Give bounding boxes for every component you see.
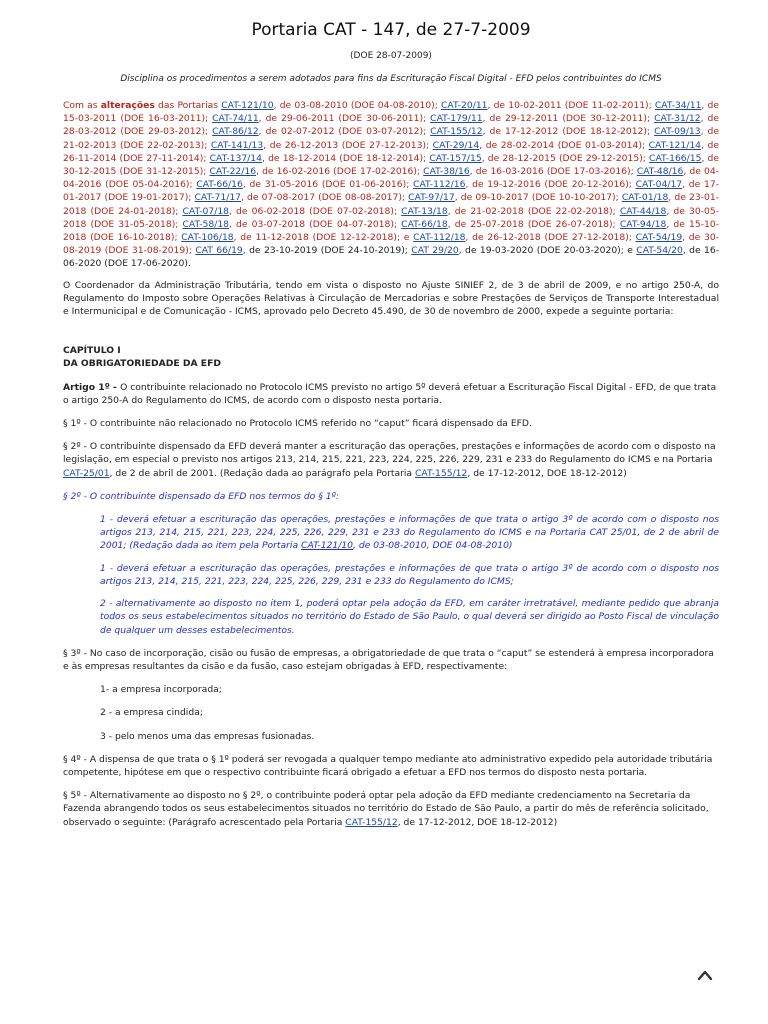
amendment-link[interactable]: CAT-66/16 bbox=[196, 179, 243, 191]
paragraph-2-old-item-2: 2 - alternativamente ao disposto no item 1, poderá optar pela adoção da EFD, em caráter irretratável, mediante pedido que abranja todos os seus estabelecimentos situados no território do Estado de São Paulo, o qual deverá ser dirigido ao Posto Fiscal de vinculação de qualquer um desses estabelecimentos. bbox=[100, 598, 719, 636]
amendment-link[interactable]: CAT-54/19 bbox=[635, 232, 683, 244]
amendment-date: , de 18-12-2014 (DOE 18-12-2014); bbox=[262, 152, 430, 164]
amendment-date: , de 23-10-2019 (DOE 24-10-2019); bbox=[242, 245, 412, 257]
amendment-link[interactable]: CAT-97/17 bbox=[408, 192, 455, 204]
amendment-date: , de 21-02-2018 (DOE 22-02-2018); bbox=[447, 205, 620, 217]
amendment-date: , de 09-10-2017 (DOE 10-10-2017); bbox=[454, 192, 622, 204]
amendment-date: , de 16-06-2020 (DOE 17-06-2020). bbox=[63, 245, 720, 270]
document-body bbox=[63, 0, 719, 829]
amendment-date: , de 25-07-2018 (DOE 26-07-2018); bbox=[447, 218, 620, 230]
chapter-number: CAPÍTULO I bbox=[63, 345, 121, 357]
paragraph-1: § 1º - O contribuinte não relacionado no Protocolo ICMS referido no “caput” ficará dispensado da EFD. bbox=[63, 418, 532, 430]
amendments-after-bold: das Portarias bbox=[154, 100, 222, 111]
amendment-date: , de 03-07-2018 (DOE 04-07-2018); bbox=[229, 218, 402, 230]
link-cat-25-01[interactable]: CAT-25/01 bbox=[63, 467, 110, 479]
paragraph-3-item-3: 3 - pelo menos uma das empresas fusionadas. bbox=[100, 730, 315, 742]
amendment-link[interactable]: CAT-09/13 bbox=[654, 126, 701, 138]
amendment-link[interactable]: CAT-04/17 bbox=[635, 179, 683, 191]
amendment-link[interactable]: CAT-141/13 bbox=[210, 139, 264, 151]
amendment-date: , de 26-11-2014 (DOE 27-11-2014); bbox=[63, 139, 720, 164]
amendment-date: , de 17-12-2012 (DOE 18-12-2012); bbox=[482, 126, 655, 138]
amendment-link[interactable]: CAT-106/18 bbox=[181, 232, 234, 244]
link-cat-155-12-b[interactable]: CAT-155/12 bbox=[345, 816, 398, 828]
amendment-date: , de 17-01-2017 (DOE 19-01-2017); bbox=[63, 179, 720, 204]
amendment-link[interactable]: CAT-34/11 bbox=[654, 100, 702, 111]
amendment-link[interactable]: CAT-22/16 bbox=[209, 166, 257, 178]
amendment-link[interactable]: CAT-121/14 bbox=[648, 139, 702, 151]
paragraph-2-old-item-1a: 1 - deverá efetuar a escrituração das operações, prestações e informações de que trata o artigo 3º de acordo com o disposto nos artigos 213, 214, 215, 221, 223, 224, 225, 226, 229, 231 e 233 do Regulamento do ICMS e na Portaria CAT 25/01, de 2 de abril de 2001; (Redação dada ao item pela Portaria CAT-121/10, de 03-08-2010, DOE 04-08-2010) bbox=[100, 514, 719, 552]
chevron-up-icon[interactable] bbox=[697, 966, 713, 978]
amendment-link[interactable]: CAT-38/16 bbox=[423, 166, 470, 178]
link-cat-121-10[interactable]: CAT-121/10 bbox=[301, 540, 354, 552]
amendments-bold-word: alterações bbox=[100, 100, 155, 111]
paragraph-3: § 3º - No caso de incorporação, cisão ou fusão de empresas, a obrigatoriedade de que trata o “caput” se estenderá à empresa incorporadora e às empresas resultantes da cisão e da fusão, caso estejam obrigadas à EFD, respectivamente: bbox=[63, 647, 714, 672]
intro-paragraph: O Coordenador da Administração Tributária, tendo em vista o disposto no Ajuste SINIEF 2, de 3 de abril de 2009, e no artigo 250-A, do Regulamento do Imposto sobre Operações Relativas à Circulação de Mercadorias e sobre Prestações de Serviços de Transporte Interestadual e Intermunicipal e de Comunicação - ICMS, aprovado pelo Decreto 45.490, de 30 de novembro de 2000, expede a seguinte portaria: bbox=[63, 279, 719, 318]
article-1 bbox=[63, 381, 719, 407]
amendment-date: , de 15-03-2011 (DOE 16-03-2011); bbox=[63, 100, 719, 125]
chapter-heading bbox=[63, 344, 719, 370]
page-title: Portaria CAT - 147, de 27-7-2009 bbox=[251, 20, 531, 40]
amendment-date: , de 07-08-2017 (DOE 08-08-2017); bbox=[241, 192, 409, 204]
paragraph-2: § 2º - O contribuinte dispensado da EFD deverá manter a escrituração das operações, prestações e informações de acordo com o disposto na legislação, em especial o previsto nos artigos 213, 214, 215, 221, 223, 224, 225, 226, 229, 231 e 233 do Regulamento do ICMS e na Portaria CAT-25/01, de 2 de abril de 2001. (Redação dada ao parágrafo pela Portaria CAT-155/12, de 17-12-2012, DOE 18-12-2012) bbox=[63, 441, 716, 479]
amendment-date: , de 31-05-2016 (DOE 01-06-2016); bbox=[242, 179, 414, 191]
paragraph-4: § 4º - A dispensa de que trata o § 1º poderá ser revogada a qualquer tempo mediante ato administrativo expedido pela autoridade tributária competente, hipótese em que o respectivo contribuinte ficará obrigado a efetuar a EFD nos termos do disposto nesta portaria. bbox=[63, 753, 713, 778]
amendments-paragraph bbox=[63, 99, 719, 271]
paragraph-3-item-1: 1- a empresa incorporada; bbox=[100, 684, 222, 696]
amendment-link[interactable]: CAT-20/11 bbox=[440, 100, 488, 111]
amendment-date: , de 19-12-2016 (DOE 20-12-2016); bbox=[465, 179, 636, 191]
amendment-date: , de 21-02-2013 (DOE 22-02-2013); bbox=[63, 126, 720, 151]
amendment-link[interactable]: CAT-48/16 bbox=[636, 166, 684, 178]
amendment-date: , de 30-08-2019 (DOE 31-08-2019); bbox=[63, 232, 719, 257]
amendment-date: , de 28-03-2012 (DOE 29-03-2012); bbox=[63, 113, 720, 138]
amendment-link[interactable]: CAT 29/20 bbox=[411, 245, 459, 257]
article-1-text: O contribuinte relacionado no Protocolo ICMS previsto no artigo 5º deverá efetuar a Escrituração Fiscal Digital - EFD, de que trata o artigo 250-A do Regulamento do ICMS, de acordo com o disposto nesta portaria. bbox=[63, 381, 717, 406]
amendment-link[interactable]: CAT-137/14 bbox=[209, 152, 263, 164]
amendment-date: , de 29-12-2011 (DOE 30-12-2011); bbox=[482, 113, 655, 125]
chapter-title: DA OBRIGATORIEDADE DA EFD bbox=[63, 358, 221, 370]
amendment-link[interactable]: CAT-94/18 bbox=[619, 218, 667, 230]
amendment-link[interactable]: CAT-157/15 bbox=[429, 152, 482, 164]
amendment-link[interactable]: CAT-29/14 bbox=[432, 139, 480, 151]
amendment-link[interactable]: CAT-74/11 bbox=[212, 113, 259, 125]
amendment-date: , de 15-10-2018 (DOE 16-10-2018); bbox=[63, 218, 720, 244]
paragraph-2-old-heading: § 2º - O contribuinte dispensado da EFD nos termos do § 1º: bbox=[63, 490, 339, 502]
amendment-date: , de 28-12-2015 (DOE 29-12-2015); bbox=[481, 152, 650, 164]
amendment-date: , de 02-07-2012 (DOE 03-07-2012); bbox=[258, 126, 431, 138]
amendment-date: , de 06-02-2018 (DOE 07-02-2018); bbox=[229, 205, 402, 217]
amendment-date: , de 29-06-2011 (DOE 30-06-2011); bbox=[258, 113, 431, 125]
amendment-link[interactable]: CAT-179/11 bbox=[430, 113, 483, 125]
amendment-date: , de 10-02-2011 (DOE 11-02-2011); bbox=[487, 100, 655, 111]
amendment-link[interactable]: CAT-112/16 bbox=[413, 179, 466, 191]
paragraph-2-old-item-1b: 1 - deverá efetuar a escrituração das operações, prestações e informações de que trata o artigo 3º de acordo com o disposto nos artigos 213, 214, 215, 221, 223, 224, 225, 226, 229, 231 e 233 do Regulamento do ICMS; bbox=[100, 562, 719, 587]
amendment-date: , de 16-03-2016 (DOE 17-03-2016); bbox=[469, 166, 637, 178]
amendment-link[interactable]: CAT-54/20 bbox=[636, 245, 683, 257]
amendment-link[interactable]: CAT-155/12 bbox=[430, 126, 483, 138]
amendment-link[interactable]: CAT-66/18 bbox=[401, 218, 448, 230]
amendment-date: , de 11-12-2018 (DOE 12-12-2018); e bbox=[233, 232, 414, 244]
amendment-date: , de 04-04-2016 (DOE 05-04-2016); bbox=[63, 166, 719, 191]
amendment-date: , de 28-02-2014 (DOE 01-03-2014); bbox=[479, 139, 649, 151]
amendment-link[interactable]: CAT-13/18 bbox=[401, 205, 448, 217]
amendment-date: , de 03-08-2010 (DOE 04-08-2010); bbox=[273, 100, 441, 111]
amendment-link[interactable]: CAT 66/19 bbox=[195, 245, 243, 257]
amendment-link[interactable]: CAT-86/12 bbox=[212, 126, 259, 138]
amendment-date: , de 16-02-2016 (DOE 17-02-2016); bbox=[256, 166, 424, 178]
link-cat-155-12[interactable]: CAT-155/12 bbox=[414, 467, 468, 479]
amendment-link[interactable]: CAT-01/18 bbox=[621, 192, 669, 204]
amendment-date: , de 19-03-2020 (DOE 20-03-2020); e bbox=[458, 245, 637, 257]
amendment-link[interactable]: CAT-166/15 bbox=[649, 152, 702, 164]
paragraph-3-item-2: 2 - a empresa cindida; bbox=[100, 707, 203, 719]
amendment-date: , de 26-12-2013 (DOE 27-12-2013); bbox=[263, 139, 433, 151]
article-1-label: Artigo 1º - bbox=[63, 381, 121, 393]
amendment-link[interactable]: CAT-71/17 bbox=[194, 192, 242, 204]
amendment-date: , de 30-12-2015 (DOE 31-12-2015); bbox=[63, 152, 720, 178]
amendment-date: , de 26-12-2018 (DOE 27-12-2018); bbox=[465, 232, 636, 244]
paragraph-5: § 5º - Alternativamente ao disposto no § 2º, o contribuinte poderá optar pela adoção da EFD mediante credenciamento na Secretaria da Fazenda abrangendo todos os seus estabelecimentos situados no território do Estado de São Paulo, a partir do mês de referência solicitado, observado o seguinte: (Parágrafo acrescentado pela Portaria CAT-155/12, de 17-12-2012, DOE 18-12-2012) bbox=[63, 790, 709, 828]
document-summary: Disciplina os procedimentos a serem adotados para fins da Escrituração Fiscal Digital - EFD pelos contribuintes do ICMS bbox=[120, 74, 662, 84]
amendment-link[interactable]: CAT-07/18 bbox=[182, 205, 230, 217]
amendment-link[interactable]: CAT-44/18 bbox=[619, 205, 667, 217]
amendment-link[interactable]: CAT-31/12 bbox=[654, 113, 701, 125]
amendment-date: , de 30-05-2018 (DOE 31-05-2018); bbox=[63, 205, 720, 230]
amendment-link[interactable]: CAT-58/18 bbox=[182, 218, 230, 230]
amendments-prefix: Com as bbox=[63, 100, 101, 111]
doe-date: (DOE 28-07-2009) bbox=[350, 51, 432, 61]
amendment-date: , de 23-01-2018 (DOE 24-01-2018); bbox=[63, 192, 720, 217]
amendment-link[interactable]: CAT-112/18 bbox=[413, 232, 466, 244]
amendment-link[interactable]: CAT-121/10 bbox=[221, 100, 274, 111]
